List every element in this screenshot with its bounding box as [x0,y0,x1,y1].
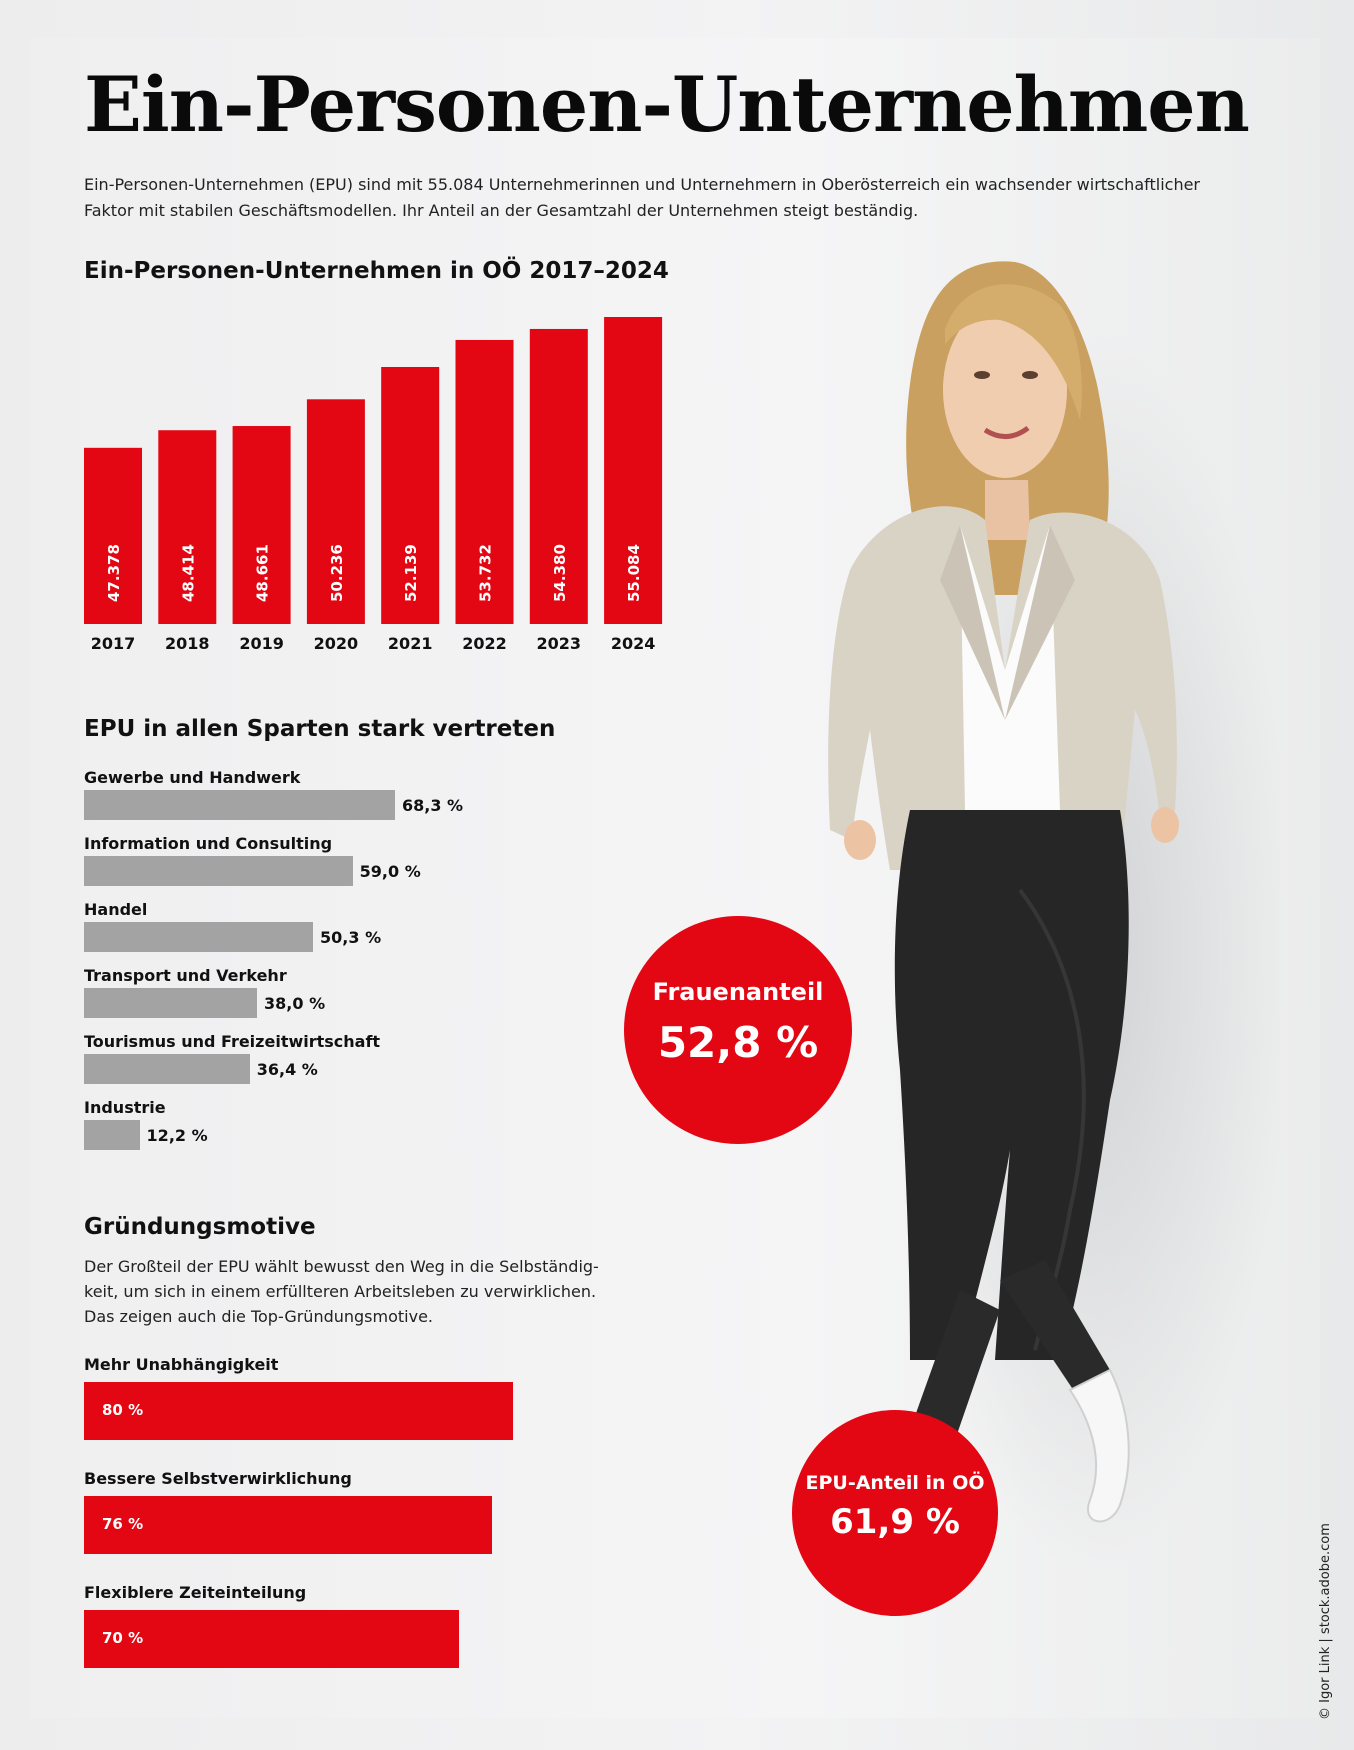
chart3-subtitle: Der Großteil der EPU wählt bewusst den Weg in die Selbständig-keit, um sich in einem erfüllteren Arbeitsleben zu verwirklichen. Das zeigen auch die Top-Gründungsmotive. [84,1257,599,1326]
chart2-title: EPU in allen Sparten stark vertreten [84,716,556,742]
x-tick-label: 2024 [610,634,656,653]
motive-value-label: 80 % [102,1401,144,1419]
photo-credit: © Igor Link | stock.adobe.com [1318,1523,1333,1720]
sector-bar [84,1054,250,1084]
sector-value-label: 68,3 % [402,796,464,815]
intro-text: Ein-Personen-Unternehmen (EPU) sind mit 55.084 Unternehmerinnen und Unternehmern in Oberösterreich ein wachsender wirtschaftlicher Faktor mit stabilen Geschäftsmodellen. Ihr Anteil an der Gesamtzahl der Unternehmen steigt beständig. [84,175,1200,220]
x-tick-label: 2022 [462,634,507,653]
women-share-badge [624,916,852,1144]
bar-value-label: 53.732 [476,544,495,602]
epu-years-bar-chart [70,300,670,660]
x-tick-label: 2021 [387,634,433,653]
bar-value-label: 52.139 [402,544,421,602]
x-tick-label: 2020 [313,634,359,653]
sector-value-label: 59,0 % [359,862,421,881]
motive-value-label: 76 % [102,1515,144,1533]
sector-value-label: 12,2 % [146,1126,208,1145]
motive-label: Mehr Unabhängigkeit [84,1355,279,1374]
motive-bar [84,1382,513,1440]
bar-value-label: 54.380 [550,544,569,602]
sector-label: Handel [84,900,148,919]
bar-value-label: 55.084 [625,544,644,602]
sector-bar [84,856,353,886]
sector-value-label: 36,4 % [256,1060,318,1079]
bar-value-label: 50.236 [327,544,346,602]
motive-label: Bessere Selbstverwirklichung [84,1469,352,1488]
sector-label: Tourismus und Freizeitwirtschaft [84,1032,381,1051]
motive-bar [84,1610,459,1668]
bar-value-label: 47.378 [105,544,123,602]
sector-bar [84,790,395,820]
women-share-value: 52,8 % [657,1018,819,1067]
x-tick-label: 2017 [90,634,136,653]
motive-label: Flexiblere Zeiteinteilung [84,1583,307,1602]
page-title: Ein-Personen-Unternehmen [84,60,1249,149]
sector-value-label: 50,3 % [320,928,382,947]
sector-value-label: 38,0 % [264,994,326,1013]
women-share-label: Frauenanteil [652,978,824,1006]
epu-share-value: 61,9 % [830,1502,960,1542]
x-tick-label: 2019 [239,634,284,653]
sector-label: Gewerbe und Handwerk [84,768,301,787]
sector-label: Industrie [84,1098,166,1117]
sector-label: Transport und Verkehr [84,966,287,985]
epu-share-badge [792,1410,998,1616]
sector-label: Information und Consulting [84,834,333,853]
sector-bar [84,922,313,952]
bar-value-label: 48.661 [253,544,272,602]
x-tick-label: 2023 [536,634,582,653]
x-tick-label: 2018 [165,634,210,653]
chart3-title: Gründungsmotive [84,1214,316,1240]
bar-value-label: 48.414 [179,544,198,602]
epu-share-label: EPU-Anteil in OÖ [805,1472,985,1494]
motive-value-label: 70 % [102,1629,144,1647]
sector-bar [84,1120,140,1150]
chart1-title: Ein-Personen-Unternehmen in OÖ 2017–2024 [84,258,669,284]
sector-bar [84,988,257,1018]
motive-bar [84,1496,492,1554]
